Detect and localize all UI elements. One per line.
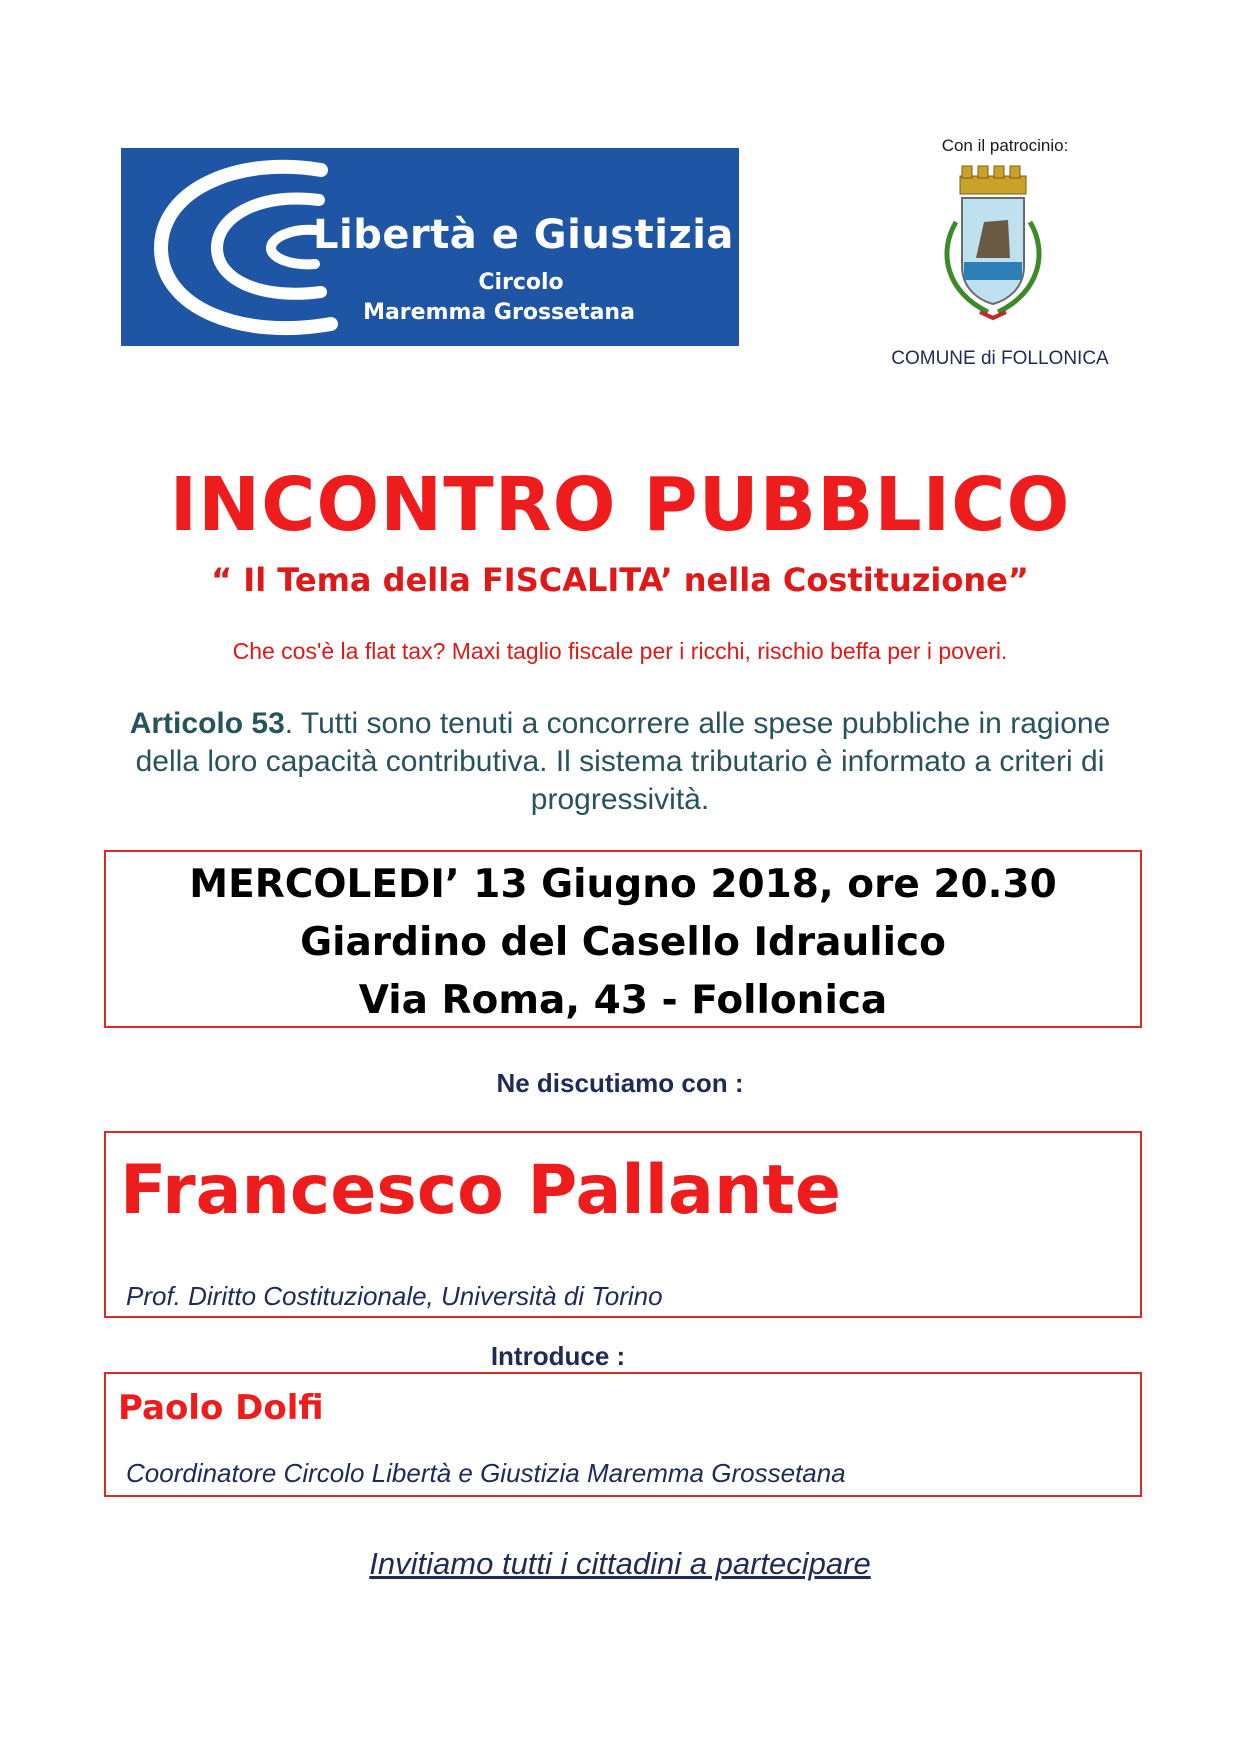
article-text: . Tutti sono tenuti a concorrere alle spese pubbliche in ragione della loro capacità contributiva. Il sistema tributario è informato a criteri di progressività. bbox=[135, 707, 1111, 816]
logo-subtitle-circolo: Circolo bbox=[478, 270, 564, 295]
comune-crest-icon bbox=[928, 162, 1058, 332]
discuss-label: Ne discutiamo con : bbox=[496, 1068, 744, 1098]
topic-question: Che cos'è la flat tax? Maxi taglio fiscale per i ricchi, rischio beffa per i poveri. bbox=[232, 638, 1008, 664]
event-details-box bbox=[104, 850, 1142, 1028]
event-address: Via Roma, 43 - Follonica bbox=[358, 978, 888, 1023]
logo-title: Libertà e Giustizia bbox=[313, 212, 734, 258]
constitution-article bbox=[110, 705, 1130, 819]
introducer-name: Paolo Dolfi bbox=[118, 1388, 324, 1428]
article-label: Articolo 53 bbox=[129, 707, 285, 740]
invitation-text: Invitiamo tutti i cittadini a partecipare bbox=[369, 1546, 871, 1581]
speaker-role: Prof. Diritto Costituzionale, Università di Torino bbox=[126, 1281, 663, 1311]
logo-subtitle-maremma: Maremma Grossetana bbox=[363, 300, 635, 325]
event-date: MERCOLEDI’ 13 Giugno 2018, ore 20.30 bbox=[189, 862, 1057, 907]
comune-name: COMUNE di FOLLONICA bbox=[891, 348, 1109, 369]
speaker-box bbox=[104, 1131, 1142, 1318]
page-title: INCONTRO PUBBLICO bbox=[169, 462, 1071, 548]
introduce-label: Introduce : bbox=[490, 1341, 626, 1371]
organization-logo bbox=[121, 148, 739, 346]
page-subtitle: “ Il Tema della FISCALITA’ nella Costituzione” bbox=[211, 561, 1029, 599]
event-venue: Giardino del Casello Idraulico bbox=[300, 920, 946, 965]
introducer-role: Coordinatore Circolo Libertà e Giustizia Maremma Grossetana bbox=[126, 1458, 846, 1488]
speaker-name: Francesco Pallante bbox=[120, 1151, 841, 1230]
introducer-box bbox=[104, 1372, 1142, 1497]
patronage-label: Con il patrocinio: bbox=[941, 136, 1069, 155]
invitation bbox=[0, 1546, 1240, 1582]
